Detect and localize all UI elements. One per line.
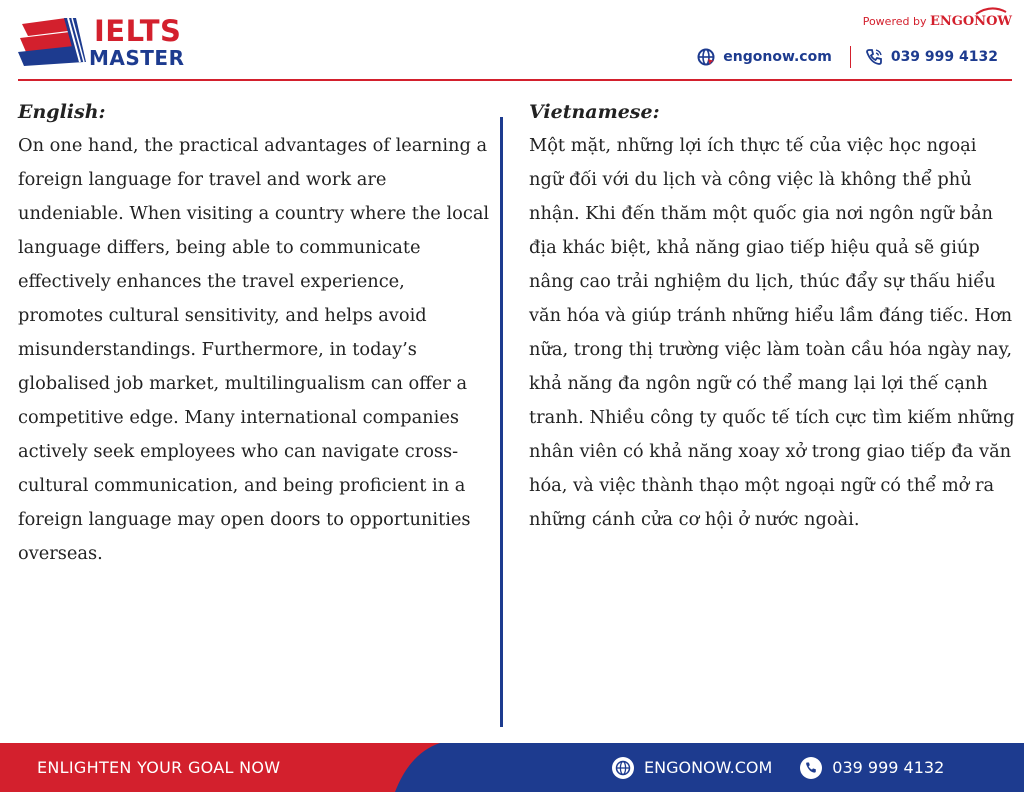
phone-text: 039 999 4132 xyxy=(890,49,998,65)
website-link[interactable] xyxy=(697,48,832,66)
footer-website-text: ENGONOW.COM xyxy=(644,758,773,777)
logo-text-ielts: IELTS xyxy=(94,14,182,48)
phone-icon xyxy=(865,48,883,66)
vietnamese-paragraph: Một mặt, những lợi ích thực tế của việc học ngoại ngữ đối với du lịch và công việc là không thể phủ nhận. Khi đến thăm một quốc gia nơi ngôn ngữ bản địa khác biệt, khả năng giao tiếp hiệu quả sẽ giúp nâng cao trải nghiệm du lịch, thúc đẩy sự thấu hiểu văn hóa và giúp tránh những hiểu lầm đáng tiếc. Hơn nữa, trong thị trường việc làm toàn cầu hóa ngày nay, khả năng đa ngôn ngữ có thể mang lại lợi thế cạnh tranh. Nhiều công ty quốc tế tích cực tìm kiếm những nhân viên có khả năng xoay xở trong giao tiếp đa văn hóa, và việc thành thạo một ngoại ngữ có thể mở ra những cánh cửa cơ hội ở nước ngoài. xyxy=(529,135,1015,530)
footer xyxy=(0,743,1024,792)
header xyxy=(0,0,1024,80)
header-rule xyxy=(18,79,1012,81)
phone-link[interactable] xyxy=(865,48,998,66)
globe-icon xyxy=(697,48,715,66)
footer-website-link[interactable] xyxy=(612,757,772,779)
header-contact xyxy=(697,45,998,69)
powered-by xyxy=(863,14,1012,29)
logo-flag-icon xyxy=(18,16,88,68)
phone-icon xyxy=(800,757,822,779)
footer-phone-text: 039 999 4132 xyxy=(832,758,945,777)
english-heading: English: xyxy=(18,101,106,123)
swoosh-icon xyxy=(974,6,1008,16)
english-paragraph: On one hand, the practical advantages of learning a foreign language for travel and work are undeniable. When visiting a country where the local language differs, being able to communicate effectively enhances the travel experience, promotes cultural sensitivity, and helps avoid misunderstandings. Furthermore, in today’s globalised job market, multilingualism can offer a competitive edge. Many international companies actively seek employees who can navigate cross-cultural communication, and being proficient in a foreign language may open doors to opportunities overseas. xyxy=(18,135,490,564)
column-divider xyxy=(500,117,503,727)
contact-divider xyxy=(850,46,851,68)
english-column xyxy=(18,95,494,571)
powered-by-prefix: Powered by xyxy=(862,15,927,28)
website-text: engonow.com xyxy=(723,49,832,65)
vietnamese-column xyxy=(529,95,1015,537)
vietnamese-heading: Vietnamese: xyxy=(529,101,660,123)
logo-text-master: MASTER xyxy=(89,46,185,70)
ielts-master-logo[interactable] xyxy=(18,14,188,74)
footer-phone-link[interactable] xyxy=(800,757,944,779)
powered-by-brand: ENGONOW xyxy=(929,14,1012,29)
footer-contact xyxy=(612,743,944,792)
globe-icon xyxy=(612,757,634,779)
footer-slogan: ENLIGHTEN YOUR GOAL NOW xyxy=(37,758,281,777)
